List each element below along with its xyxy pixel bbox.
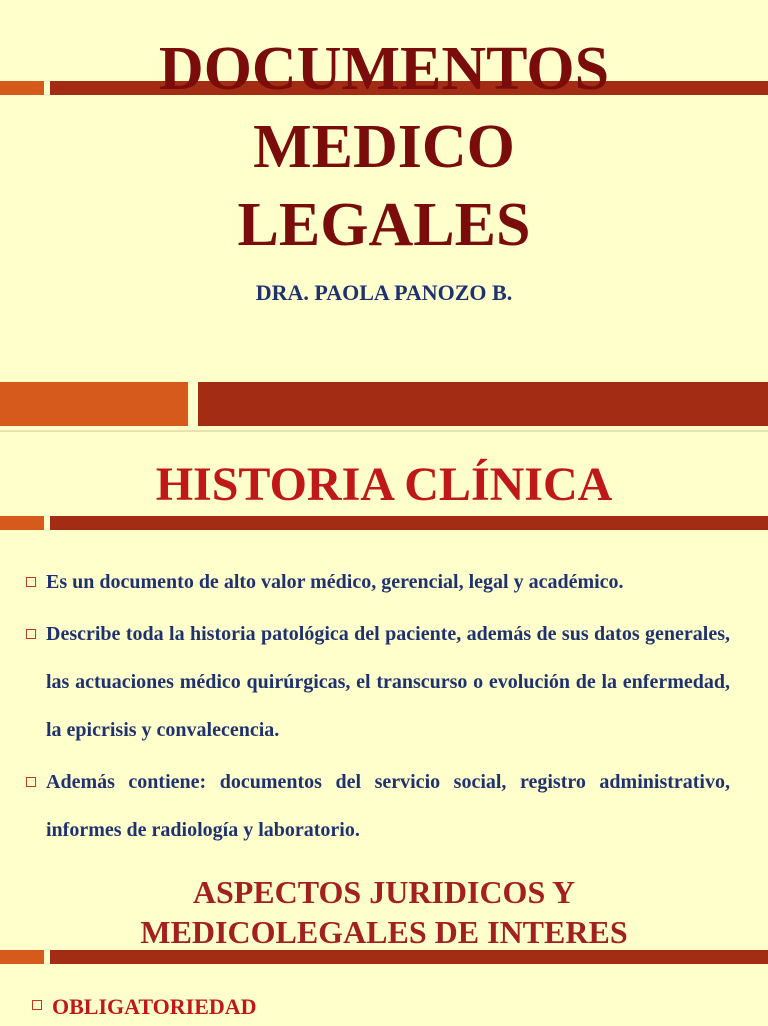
accent-bar-red bbox=[50, 516, 768, 530]
square-bullet-icon bbox=[32, 1000, 42, 1010]
title-slide bbox=[0, 0, 768, 430]
author-name: DRA. PAOLA PANOZO B. bbox=[255, 280, 513, 305]
list-item bbox=[26, 610, 730, 754]
accent-bar-orange-lower bbox=[0, 950, 44, 964]
title-line-1: DOCUMENTOS bbox=[158, 35, 610, 103]
accent-bar-red-lower bbox=[50, 950, 768, 964]
title-line-2: MEDICO bbox=[253, 113, 515, 181]
accent-bar-orange bbox=[0, 516, 44, 530]
list-item bbox=[26, 758, 730, 854]
slide-title: HISTORIA CLÍNICA bbox=[155, 458, 613, 511]
list-item bbox=[26, 558, 730, 606]
subtitle-line-1: ASPECTOS JURIDICOS Y bbox=[192, 874, 576, 910]
square-bullet-icon bbox=[26, 777, 36, 787]
title-line-3: LEGALES bbox=[237, 191, 531, 259]
item-heading-text: OBLIGATORIEDAD bbox=[52, 994, 257, 1019]
footer-bar-orange bbox=[0, 382, 188, 426]
item-heading bbox=[32, 994, 257, 1020]
content-slide bbox=[0, 430, 768, 1026]
slide-title bbox=[0, 30, 768, 264]
bullet-list bbox=[26, 558, 730, 858]
footer-bar-red bbox=[198, 382, 768, 426]
bullet-text: Es un documento de alto valor médico, gerencial, legal y académico. bbox=[46, 571, 624, 593]
section-subtitle bbox=[0, 872, 768, 952]
bullet-text: Además contiene: documentos del servicio social, registro administrativo, informes de radiología y laboratorio. bbox=[46, 771, 730, 841]
square-bullet-icon bbox=[26, 629, 36, 639]
square-bullet-icon bbox=[26, 577, 36, 587]
subtitle-line-2: MEDICOLEGALES DE INTERES bbox=[140, 914, 628, 950]
bullet-text: Describe toda la historia patológica del paciente, además de sus datos generales, las actuaciones médico quirúrgicas, el transcurso o evolución de la enfermedad, la epicrisis y convalecencia. bbox=[46, 623, 730, 741]
